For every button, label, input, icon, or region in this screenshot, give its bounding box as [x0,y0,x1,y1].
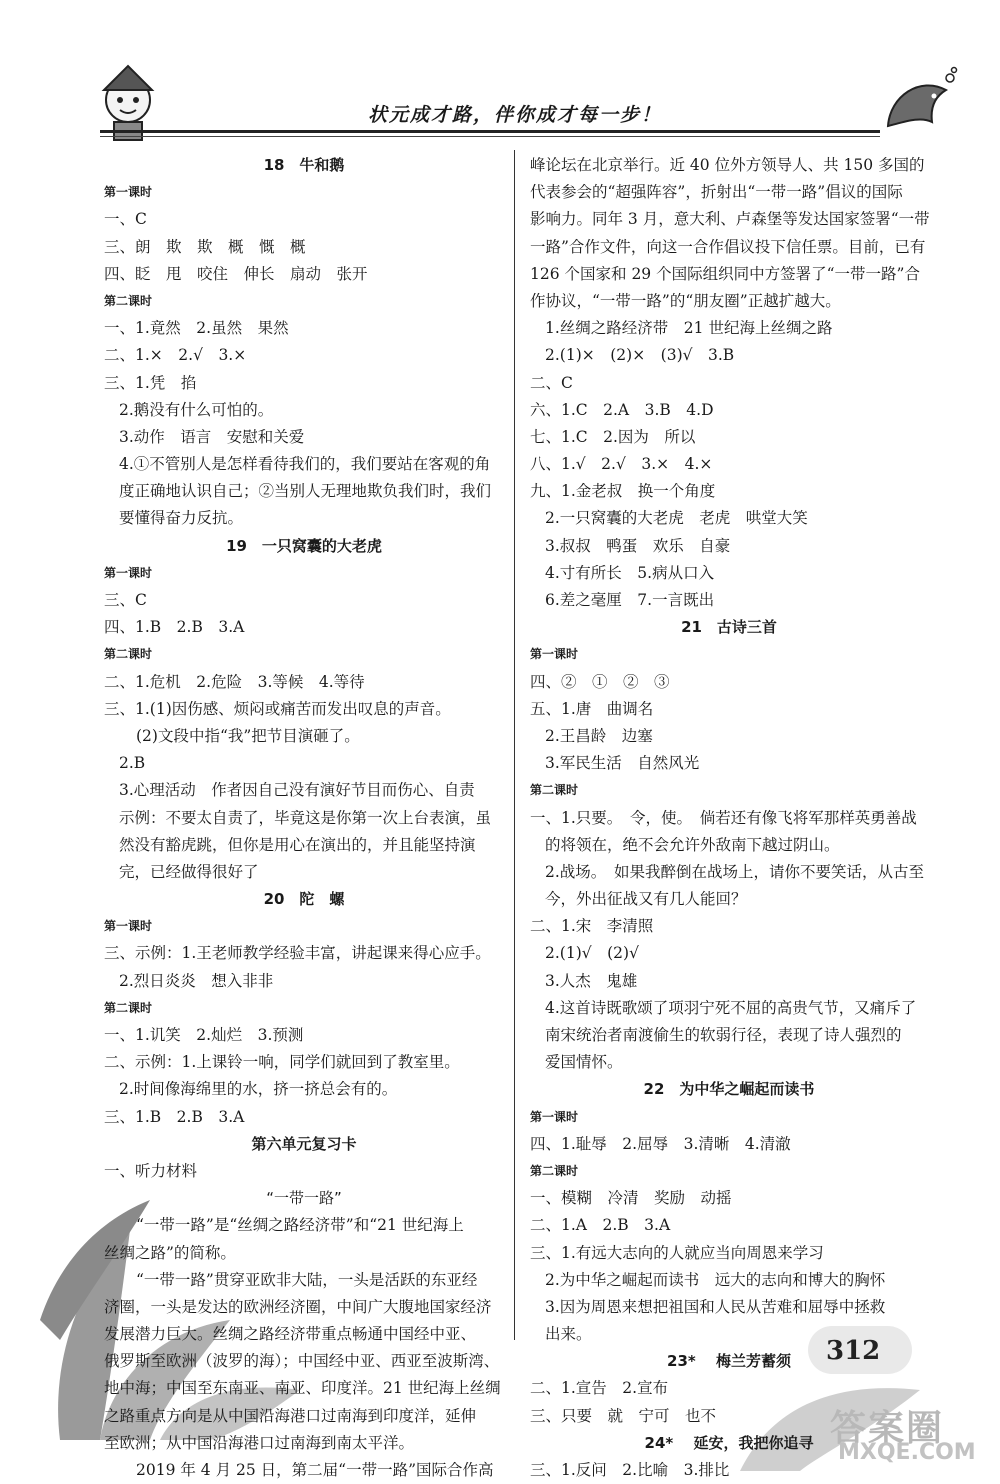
answer-line: 影响力。同年 3 月，意大利、卢森堡等发达国家签署“一带 [530,210,930,229]
answer-line: 3.心理活动 作者因自己没有演好节目而伤心、自责 [119,781,475,800]
lesson-title: 第六单元复习卡 [251,1134,357,1153]
answer-line: 4.①不管别人是怎样看待我们的，我们要站在客观的角 [119,455,491,474]
answer-line: 要懂得奋力反抗。 [119,509,244,528]
answer-line: 三、1.反问 2.比喻 3.排比 [530,1461,730,1479]
answer-line: 五、1.唐 曲调名 [530,699,654,718]
answer-line: 济圈，一头是发达的欧洲经济圈，中间广大腹地国家经济 [104,1297,492,1316]
session-label: 第二课时 [530,783,579,798]
answer-line: 4.寸有所长 5.病从口入 [545,563,715,582]
answer-line: 2.B [119,754,146,773]
session-label: 第二课时 [530,1163,579,1178]
answer-line: 九、1.金老叔 换一个角度 [530,482,716,501]
answer-line: “一带一路”是“丝绸之路经济带”和“21 世纪海上 [136,1216,464,1235]
right-column [530,152,928,1484]
answer-line: 2.王昌龄 边塞 [545,726,653,745]
answer-line: 示例：不要太自责了，毕竟这是你第一次上台表演，虽 [119,808,492,827]
answer-line: 出来。 [545,1325,592,1344]
answer-line: 之路重点方向是从中国沿海港口过南海到印度洋，延伸 [104,1406,477,1425]
page-number: 312 [826,1336,881,1366]
header-slogan: 状元成才路，伴你成才每一步！ [368,104,663,126]
lesson-title: 23* 梅兰芳蓄须 [667,1352,791,1371]
answer-line: 2.一只窝囊的大老虎 老虎 哄堂大笑 [545,509,808,528]
answer-line: 三、1.(1)因伤感、烦闷或痛苦而发出叹息的声音。 [104,699,451,718]
session-label: 第二课时 [104,647,153,662]
answer-line: 地中海；中国至东南亚、南亚、印度洋。21 世纪海上丝绸 [104,1379,501,1398]
answer-line: 度正确地认识自己；②当别人无理地欺负我们时，我们 [119,482,492,501]
answer-line: 三、朗 欺 欺 概 慨 概 [104,237,306,256]
answer-line: 爱国情怀。 [545,1053,623,1072]
lesson-title: 24* 延安，我把你追寻 [644,1433,814,1452]
answer-line: 八、1.√ 2.√ 3.× 4.× [530,455,713,474]
answer-line: 完，已经做得很好了 [119,862,259,881]
left-column [104,152,504,1484]
answer-line: 四、眨 甩 咬住 伸长 扇动 张开 [104,264,368,283]
answer-line: 的将领在，绝不会允许外敌南下越过阴山。 [545,835,840,854]
answer-line: 代表参会的“超强阵容”，折射出“一带一路”倡议的国际 [530,183,903,202]
answer-line: 作协议，“一带一路”的“朋友圈”正越扩越大。 [530,291,841,310]
answer-line: 四、1.耻辱 2.屈辱 3.清晰 4.清澈 [530,1134,791,1153]
answer-line: 二、C [530,373,573,392]
answer-line: 126 个国家和 29 个国际组织同中方签署了“一带一路”合 [530,264,920,283]
lesson-title: 22 为中华之崛起而读书 [643,1080,815,1099]
answer-line: 一、C [104,210,147,229]
answer-line: (2)文段中指“我”把节目演砸了。 [136,726,360,745]
answer-line: 二、1.× 2.√ 3.× [104,346,247,365]
header-rule [100,130,880,133]
answer-line: 4.这首诗既歌颂了项羽宁死不屈的高贵气节，又痛斥了 [545,998,917,1017]
answer-line: 2.为中华之崛起而读书 远大的志向和博大的胸怀 [545,1270,886,1289]
answer-line: 二、1.宋 李清照 [530,917,654,936]
answer-line: 2.时间像海绵里的水，挤一挤总会有的。 [119,1080,398,1099]
session-label: 第一课时 [104,185,153,200]
header-rule-thin [100,136,880,137]
answer-line: 六、1.C 2.A 3.B 4.D [530,400,714,419]
answer-line: “一带一路”贯穿亚欧非大陆，一头是活跃的东亚经 [136,1270,478,1289]
answer-line: 今，外出征战又有几人能回？ [545,890,747,909]
answer-line: 至欧洲；从中国沿海港口过南海到南太平洋。 [104,1433,415,1452]
session-label: 第一课时 [530,647,579,662]
answer-line: 二、1.危机 2.危险 3.等候 4.等待 [104,672,365,691]
answer-line: 三、1.凭 掐 [104,373,197,392]
answer-line: 三、C [104,591,147,609]
column-divider [514,150,515,1340]
answer-line: 2.烈日炎炎 想入非非 [119,971,274,990]
answer-line: 一路”合作文件，向这一合作倡议投下信任票。目前，已有 [530,237,926,256]
answer-line: 峰论坛在北京举行。近 40 位外方领导人、共 150 多国的 [530,156,925,174]
session-label: 第一课时 [104,565,153,580]
answer-line: 二、1.宣告 2.宣布 [530,1379,669,1398]
lesson-title: 19 一只窝囊的大老虎 [226,536,382,555]
answer-line: 3.人杰 鬼雄 [545,971,638,990]
answer-line: 三、示例：1.王老师教学经验丰富，讲起课来得心应手。 [104,944,491,963]
answer-line: 3.叔叔 鸭蛋 欢乐 自豪 [545,536,731,555]
answer-line: 丝绸之路”的简称。 [104,1243,236,1262]
answer-line: 七、1.C 2.因为 所以 [530,427,696,446]
answer-line: 6.差之毫厘 7.一言既出 [545,591,715,609]
answer-line: 四、② ① ② ③ [530,672,670,691]
answer-line: 南宋统治者南渡偷生的软弱行径，表现了诗人强烈的 [545,1026,902,1044]
answer-line: 一、1.讥笑 2.灿烂 3.预测 [104,1026,304,1044]
session-label: 第二课时 [104,293,153,308]
session-label: 第二课时 [104,1000,153,1015]
answer-line: 3.动作 语言 安慰和关爱 [119,427,305,446]
answer-line: 一、1.只要。 令，使。 倘若还有像飞将军那样英勇善战 [530,808,917,827]
answer-line: 发展潜力巨大。丝绸之路经济带重点畅通中国经中亚、 [104,1325,477,1344]
watermark-logo: 答案圈 [830,1408,945,1449]
answer-line: 然没有豁虎跳，但你是用心在演出的，并且能坚持演 [119,835,476,854]
session-label: 第一课时 [530,1109,579,1124]
watermark-url: MXQE.COM [838,1440,976,1465]
answer-line: 一、模糊 冷清 奖励 动摇 [530,1189,732,1208]
lesson-title: 20 陀 螺 [263,890,345,909]
answer-line: 2.(1)× (2)× (3)√ 3.B [545,346,735,365]
mascot-dolphin-icon [880,66,958,148]
lesson-title: 21 古诗三首 [681,618,777,637]
answer-line: 四、1.B 2.B 3.A [104,618,245,637]
answer-line: 1.丝绸之路经济带 21 世纪海上丝绸之路 [545,319,833,338]
answer-line: 2.战场。 如果我醉倒在战场上，请你不要笑话，从古至 [545,862,925,881]
answer-line: 俄罗斯至欧洲（波罗的海）；中国经中亚、西亚至波斯湾、 [104,1352,500,1371]
answer-line: 3.军民生活 自然风光 [545,754,700,773]
session-label: 第一课时 [104,919,153,934]
answer-line: 三、只要 就 宁可 也不 [530,1406,717,1425]
answer-line: 二、1.A 2.B 3.A [530,1216,671,1235]
answer-line: 一、1.竟然 2.虽然 果然 [104,319,289,338]
answer-line: 2.(1)√ (2)√ [545,944,639,963]
answer-line: 三、1.有远大志向的人就应当向周恩来学习 [530,1243,824,1262]
answer-line: 3.因为周恩来想把祖国和人民从苦难和屈辱中拯救 [545,1297,886,1316]
answer-line: 二、示例：1.上课铃一响，同学们就回到了教室里。 [104,1053,460,1072]
answer-line: 2.鹅没有什么可怕的。 [119,400,274,419]
passage-title: “一带一路” [266,1189,342,1208]
answer-line: 2019 年 4 月 25 日，第二届“一带一路”国际合作高 [136,1461,494,1479]
lesson-title: 18 牛和鹅 [263,156,345,174]
answer-line: 一、听力材料 [104,1161,198,1180]
answer-line: 三、1.B 2.B 3.A [104,1107,245,1126]
